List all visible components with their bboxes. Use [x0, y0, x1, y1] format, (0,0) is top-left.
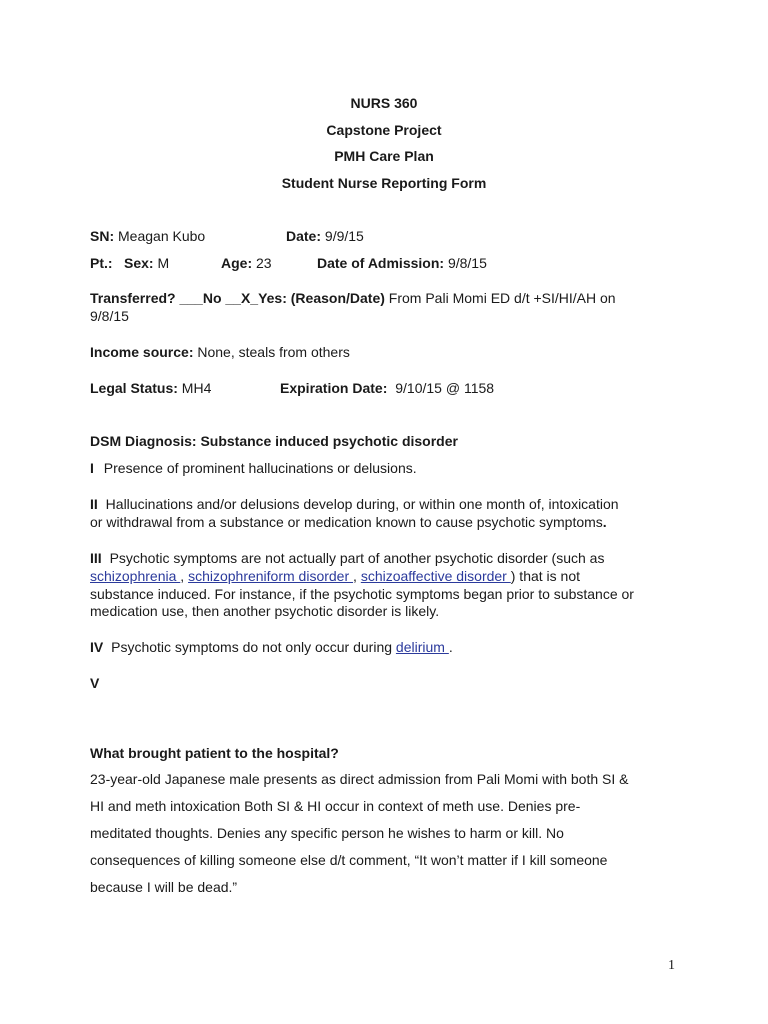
page-number: 1 — [668, 958, 675, 973]
narrative-line: because I will be dead.” — [90, 879, 238, 895]
expiration-field — [280, 379, 494, 397]
criterion-ii-text: Hallucinations and/or delusions develop during, or within one month of, intoxication — [105, 496, 619, 512]
legal-row — [90, 379, 690, 397]
transferred-label: Transferred? ___No __X_Yes: (Reason/Date) — [90, 290, 385, 306]
narrative-line: HI and meth intoxication Both SI & HI occur in context of meth use. Denies pre- — [90, 798, 581, 814]
criterion-iii-num: III — [90, 550, 102, 566]
dsm-title — [90, 432, 690, 450]
criterion-iii-text: Psychotic symptoms are not actually part of another psychotic disorder (such as — [109, 550, 605, 566]
narrative-line: meditated thoughts. Denies any specific person he wishes to harm or kill. No — [90, 825, 564, 841]
schizophrenia-link[interactable]: schizophrenia — [90, 568, 181, 584]
legal-value: MH4 — [181, 380, 212, 396]
transferred-value-cont: 9/8/15 — [90, 308, 129, 324]
admission-field — [317, 254, 487, 272]
expiration-label: Expiration Date: — [280, 380, 388, 396]
income-value: None, steals from others — [197, 344, 350, 360]
transferred-value: From Pali Momi ED d/t +SI/HI/AH on — [388, 290, 616, 306]
criterion-v — [90, 674, 690, 692]
criterion-iv-text: Psychotic symptoms do not only occur during — [111, 639, 393, 655]
expiration-value: 9/10/15 @ 1158 — [395, 380, 495, 396]
pt-label: Pt.: — [90, 255, 113, 271]
dsm-title-text: DSM Diagnosis: Substance induced psychotic disorder — [90, 433, 458, 449]
link-separator: , — [353, 568, 361, 584]
admission-label: Date of Admission: — [317, 255, 445, 271]
date-value: 9/9/15 — [324, 228, 364, 244]
date-field — [286, 227, 364, 245]
sex-field — [124, 254, 169, 272]
criterion-iii-line4: medication use, then another psychotic disorder is likely. — [90, 603, 440, 619]
criterion-ii-period: . — [602, 514, 607, 530]
income-label: Income source: — [90, 344, 194, 360]
sn-label: SN: — [90, 228, 115, 244]
income-row — [90, 343, 690, 361]
delirium-link[interactable]: delirium — [395, 639, 449, 655]
criterion-i — [90, 459, 690, 477]
schizoaffective-link[interactable]: schizoaffective disorder — [360, 568, 511, 584]
criterion-iii-links — [90, 567, 690, 585]
criterion-iv-num: IV — [90, 639, 104, 655]
sex-label: Sex: — [124, 255, 154, 271]
criterion-v-num: V — [90, 675, 100, 691]
date-label: Date: — [286, 228, 322, 244]
age-label: Age: — [221, 255, 253, 271]
criterion-iii-line3: substance induced. For instance, if the psychotic symptoms began prior to substance or — [90, 586, 634, 602]
narrative-line: consequences of killing someone else d/t comment, “It won’t matter if I kill someone — [90, 852, 608, 868]
age-value: 23 — [256, 255, 272, 271]
transferred-row — [90, 289, 690, 307]
criterion-ii-cont — [90, 513, 690, 531]
criterion-i-text: Presence of prominent hallucinations or delusions. — [103, 460, 417, 476]
link-separator: , — [180, 568, 189, 584]
patient-row — [90, 254, 690, 272]
form-title: Student Nurse Reporting Form — [281, 175, 487, 191]
sn-row — [90, 227, 690, 245]
criterion-ii-text-cont: or withdrawal from a substance or medication known to cause psychotic symptoms — [90, 514, 603, 530]
course-title: NURS 360 — [350, 95, 418, 111]
admission-value: 9/8/15 — [447, 255, 487, 271]
criterion-i-num: I — [90, 460, 94, 476]
criterion-ii — [90, 495, 690, 513]
plan-title: PMH Care Plan — [334, 148, 434, 164]
criterion-iv — [90, 638, 690, 656]
criterion-iv-period: . — [448, 639, 453, 655]
hospital-question — [90, 744, 690, 762]
criterion-ii-num: II — [90, 496, 98, 512]
schizophreniform-link[interactable]: schizophreniform disorder — [188, 568, 354, 584]
legal-label: Legal Status: — [90, 380, 178, 396]
project-title: Capstone Project — [326, 122, 442, 138]
hospital-question-text: What brought patient to the hospital? — [90, 745, 339, 761]
sn-value: Meagan Kubo — [118, 228, 206, 244]
criterion-iii — [90, 549, 690, 567]
age-field — [221, 254, 272, 272]
hospital-narrative — [90, 766, 660, 901]
sex-value: M — [157, 255, 170, 271]
narrative-line: 23-year-old Japanese male presents as direct admission from Pali Momi with both SI & — [90, 771, 629, 787]
criterion-iii-after-links: ) that is not — [510, 568, 581, 584]
